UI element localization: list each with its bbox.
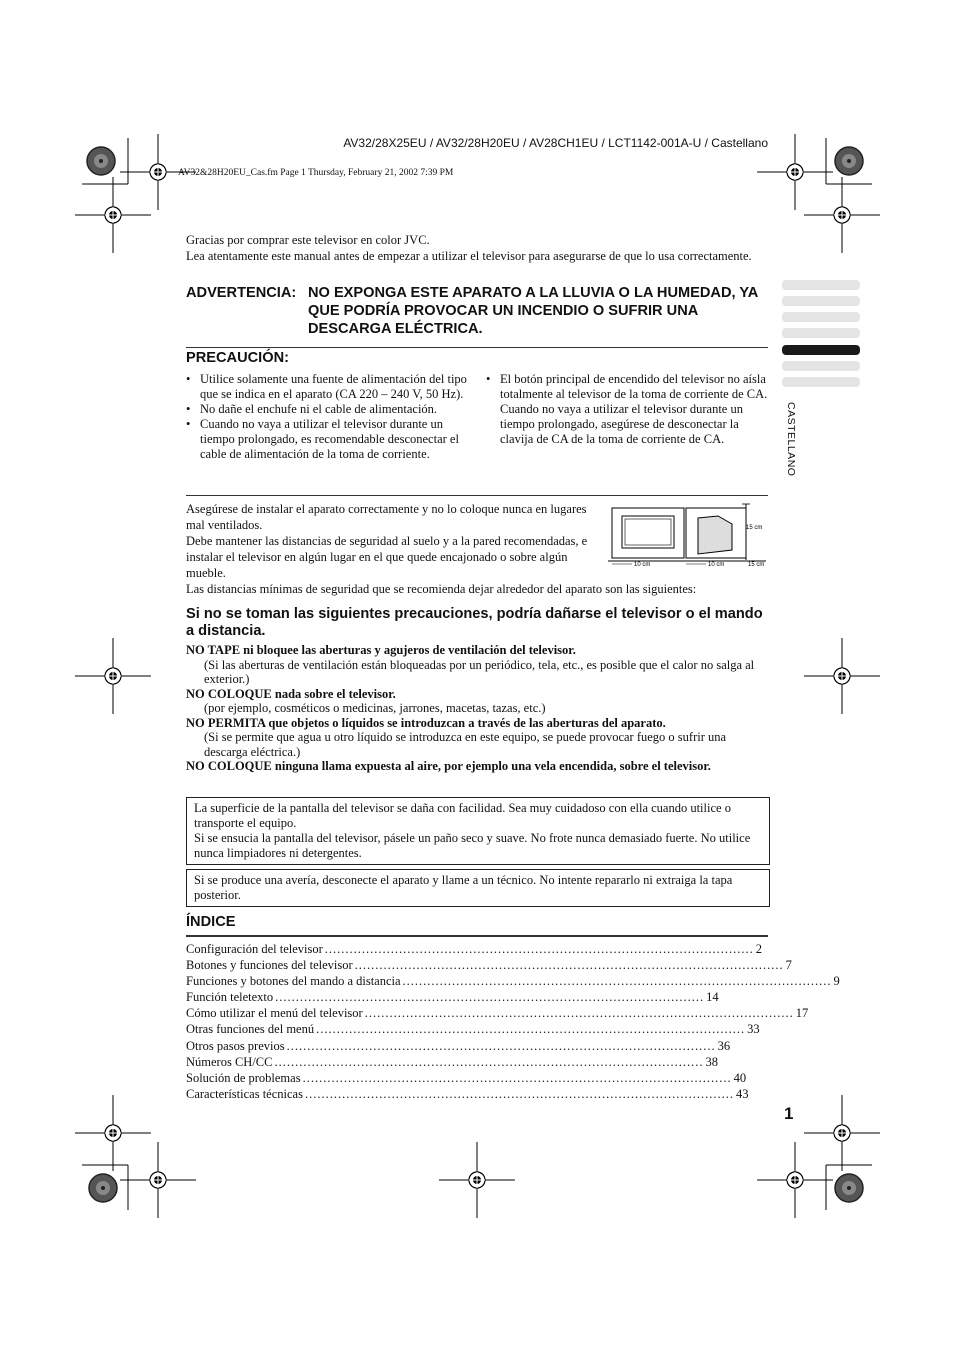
section-tab — [782, 312, 860, 322]
toc-leader: ........................................................................................................ — [364, 1006, 794, 1021]
ventilation-p3: Las distancias mínimas de seguridad que se recomienda dejar alrededor del aparato son las siguientes: — [186, 582, 697, 596]
toc-entry-page: 33 — [747, 1022, 760, 1037]
toc-leader: ........................................................................................................ — [316, 1022, 746, 1037]
divider — [186, 495, 768, 496]
toc-entry-page: 40 — [733, 1070, 747, 1085]
clearance-label-1: 10 cm — [634, 562, 651, 568]
divider — [186, 935, 768, 937]
toc-leader: ........................................................................................................ — [302, 1070, 732, 1085]
toc-leader: ........................................................................................................ — [354, 958, 784, 973]
precaution-title: PRECAUCIÓN: — [186, 350, 289, 366]
toc-entry-title: Botones y funciones del televisor — [186, 958, 353, 973]
toc-entry-page: 9 — [833, 974, 840, 989]
precaution-list-right — [486, 372, 770, 447]
toc-entry-title: Funciones y botones del mando a distancia — [186, 974, 401, 989]
clearance-label-4: 15 cm — [748, 562, 765, 568]
section-tab-active — [782, 345, 860, 355]
rule-bold: NO COLOQUE ninguna llama expuesta al aire, por ejemplo una vela encendida, sobre el televisor. — [186, 759, 711, 773]
toc-entry[interactable] — [186, 957, 792, 973]
toc-entry[interactable] — [186, 1070, 747, 1086]
section-tab — [782, 361, 860, 371]
section-tab — [782, 328, 860, 338]
table-of-contents — [186, 941, 840, 1102]
repair-box — [186, 869, 770, 907]
warning-text: NO EXPONGA ESTE APARATO A LA LLUVIA O LA HUMEDAD, YA QUE PODRÍA PROVOCAR UN INCENDIO O SUFRIR UNA DESCARGA ELÉCTRICA. — [308, 285, 758, 337]
toc-entry-page: 43 — [735, 1086, 749, 1101]
toc-entry-title: Otras funciones del menú — [186, 1022, 315, 1037]
rule-note: (Si las aberturas de ventilación están bloqueadas por un periódico, tela, etc., es posible que el calor no salga al exterior.) — [204, 657, 755, 686]
precaution-item: • No dañe el enchufe ni el cable de alimentación. — [186, 402, 476, 417]
toc-entry[interactable] — [186, 989, 719, 1005]
toc-entry-page: 7 — [785, 958, 792, 973]
toc-entry-title: Cómo utilizar el menú del televisor — [186, 1006, 363, 1021]
intro-line-1: Gracias por comprar este televisor en color JVC. — [186, 233, 430, 247]
ventilation-text — [186, 501, 596, 581]
clearance-label-3: 15 cm — [746, 525, 763, 531]
intro-line-2: Lea atentamente este manual antes de empezar a utilizar el televisor para asegurarse de que lo usa correctamente. — [186, 249, 752, 263]
precaution-item: • Utilice solamente una fuente de alimentación del tipo que se indica en el aparato (CA 220 – 240 V, 50 Hz). — [186, 372, 476, 402]
toc-entry-page: 17 — [795, 1006, 809, 1021]
screen-care-p1: La superficie de la pantalla del televisor se daña con facilidad. Sea muy cuidadoso con ella cuando utilice o transporte el equipo. — [194, 801, 731, 830]
screen-care-box — [186, 797, 770, 865]
rule-bold: NO COLOQUE nada sobre el televisor. — [186, 686, 396, 701]
screen-care-p2: Si se ensucia la pantalla del televisor, pásele un paño seco y suave. No frote nunca demasiado fuerte. No utilice nunca limpiadores ni detergentes. — [194, 831, 751, 860]
header-file-line: AV32&28H20EU_Cas.fm Page 1 Thursday, February 21, 2002 7:39 PM — [178, 168, 454, 178]
toc-entry[interactable] — [186, 941, 763, 957]
toc-entry[interactable] — [186, 1021, 760, 1037]
rule-bold: NO TAPE ni bloquee las aberturas y agujeros de ventilación del televisor. — [186, 643, 576, 657]
toc-leader: ........................................................................................................ — [274, 1054, 704, 1069]
precaution-list-left — [186, 372, 476, 462]
toc-entry-title: Configuración del televisor — [186, 942, 323, 956]
toc-entry-title: Solución de problemas — [186, 1070, 301, 1085]
section-tab — [782, 296, 860, 306]
toc-entry-title: Otros pasos previos — [186, 1038, 285, 1053]
precaution-item: • Cuando no vaya a utilizar el televisor durante un tiempo prolongado, es recomendable desconectar el cable de alimentación de la toma de corriente. — [186, 417, 476, 462]
repair-p1: Si se produce una avería, desconecte el aparato y llame a un técnico. No intente repararlo ni extraiga la tapa posterior. — [194, 873, 733, 902]
toc-leader: ........................................................................................................ — [275, 990, 705, 1005]
toc-entry[interactable] — [186, 1005, 809, 1021]
toc-entry-title: Características técnicas — [186, 1086, 303, 1101]
rule-note: (Si se permite que agua u otro líquido se introduzca en este equipo, se puede provocar fuego o sufrir una descarga eléctrica.) — [204, 730, 727, 759]
rule-bold: NO PERMITA que objetos o líquidos se introduzcan a través de las aberturas del aparato. — [186, 715, 666, 730]
intro-text — [186, 232, 768, 264]
toc-entry-title: Números CH/CC — [186, 1054, 273, 1069]
header-model-line: AV32/28X25EU / AV32/28H20EU / AV28CH1EU / LCT1142-001A-U / Castellano — [343, 136, 768, 150]
toc-leader: ........................................................................................................ — [304, 1086, 734, 1101]
clearance-diagram — [606, 502, 768, 568]
toc-entry-page: 38 — [705, 1054, 718, 1069]
toc-entry-title: Función teletexto — [186, 990, 274, 1005]
page-number: 1 — [784, 1104, 794, 1123]
divider — [186, 347, 768, 348]
precaution-item: • El botón principal de encendido del televisor no aísla totalmente al televisor de la toma de corriente de CA. Cuando no vaya a utilizar el televisor durante un tiempo prolongado, asegúrese de desconectar la clavija de CA de la toma de corriente de CA. — [486, 372, 770, 447]
rule-note: (por ejemplo, cosméticos o medicinas, jarrones, macetas, tazas, etc.) — [204, 701, 546, 715]
damage-rules — [186, 643, 768, 774]
toc-entry-page: 36 — [717, 1038, 731, 1053]
toc-entry[interactable] — [186, 1054, 718, 1070]
section-tab — [782, 280, 860, 290]
index-title: ÍNDICE — [186, 914, 236, 930]
toc-leader: ........................................................................................................ — [324, 942, 754, 956]
ventilation-p2: Debe mantener las distancias de seguridad al suelo y a la pared recomendadas, e instalar el televisor en algún lugar en el que quede encajonado o sobre algún mueble. — [186, 534, 588, 580]
section-tab — [782, 377, 860, 387]
warning-label: ADVERTENCIA: — [186, 285, 297, 301]
side-language-label: CASTELLANO — [785, 402, 797, 477]
toc-entry-page: 2 — [755, 942, 763, 956]
toc-entry[interactable] — [186, 1086, 749, 1102]
toc-entry[interactable] — [186, 973, 840, 989]
toc-leader: ........................................................................................................ — [286, 1038, 716, 1053]
damage-title: Si no se toman las siguientes precauciones, podría dañarse el televisor o el mando a distancia. — [186, 606, 763, 639]
toc-leader: ........................................................................................................ — [402, 974, 832, 989]
ventilation-p1: Asegúrese de instalar el aparato correctamente y no lo coloque nunca en lugares mal ventilados. — [186, 502, 587, 532]
toc-entry[interactable] — [186, 1038, 731, 1054]
toc-entry-page: 14 — [706, 990, 719, 1005]
clearance-label-2: 10 cm — [708, 562, 725, 568]
